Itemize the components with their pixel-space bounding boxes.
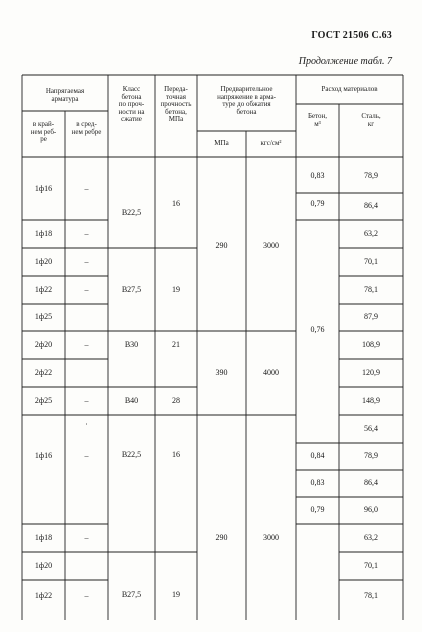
row-edge-rebar: 1ф22 [34,591,53,600]
row-middle-rebar: – [84,396,89,405]
concrete-volume-cell: 0,83 [310,478,325,487]
row-edge-rebar: 1ф18 [34,533,53,542]
steel-cell: 108,9 [362,340,380,349]
row-middle-rebar: – [84,285,89,294]
row-middle-rebar: – [84,533,89,542]
transfer-strength-cell: 28 [172,396,180,405]
concrete-class-cell: В27,5 [121,285,142,294]
prestress-mpa-cell: 290 [215,241,228,250]
concrete-class-cell: В22,5 [121,208,142,217]
transfer-strength-cell: 21 [172,340,180,349]
transfer-strength-cell: 19 [172,590,180,599]
header-prestress: Предварительное напряжение в арма- туре до обжатия бетона [217,85,276,116]
steel-cell: 120,9 [362,368,380,377]
row-edge-rebar: 1ф20 [34,561,53,570]
page-header: ГОСТ 21506 С.63 [311,30,392,41]
row-edge-rebar: 1ф20 [34,257,53,266]
concrete-volume-cell: 0,83 [310,171,325,180]
concrete-class-cell: В22,5 [121,450,142,459]
header-transfer-strength: Переда- точная прочность бетона, МПа [160,85,192,124]
prestress-kgf-cell: 3000 [263,241,279,250]
steel-cell: 96,0 [364,505,378,514]
steel-cell: 78,9 [364,171,378,180]
concrete-volume-cell: 0,79 [310,505,325,514]
prestress-mpa-cell: 390 [215,368,228,377]
row-edge-rebar: 1ф18 [34,229,53,238]
row-edge-rebar: 1ф16 [34,451,53,460]
header-kgf: кгс/см² [260,139,282,147]
steel-cell: 63,2 [364,229,378,238]
row-middle-rebar: – [84,229,89,238]
steel-cell: 87,9 [364,312,378,321]
row-middle-rebar: – [84,451,89,460]
header-materials: Расход материалов [321,85,378,93]
row-middle-rebar: – [84,340,89,349]
header-edge-rib: в край- нем реб- ре [30,120,57,144]
row-edge-rebar: 2ф20 [34,340,53,349]
steel-cell: 86,4 [364,201,378,210]
header-middle-rib: в сред- нем ребре [71,120,102,136]
steel-cell: 70,1 [364,257,378,266]
transfer-strength-cell: 16 [172,199,180,208]
steel-cell: 78,9 [364,451,378,460]
header-steel: Сталь, кг [361,112,381,128]
header-mpa: МПа [214,139,229,147]
steel-cell: 63,2 [364,533,378,542]
prestress-kgf-cell: 3000 [263,533,279,542]
row-edge-rebar: 1ф22 [34,285,53,294]
transfer-strength-cell: 19 [172,285,180,294]
steel-cell: 86,4 [364,478,378,487]
concrete-volume-cell: 0,79 [310,199,325,208]
concrete-class-cell: В27,5 [121,590,142,599]
header-rebar: Напрягаемая арматура [45,87,85,103]
row-middle-rebar: – [84,591,89,600]
header-concrete: Бетон, м³ [307,112,328,128]
steel-cell: 70,1 [364,561,378,570]
row-middle-rebar: · [85,420,88,429]
prestress-mpa-cell: 290 [215,533,228,542]
row-edge-rebar: 1ф25 [34,312,53,321]
row-middle-rebar: – [84,184,89,193]
steel-cell: 78,1 [364,591,378,600]
concrete-class-cell: В40 [124,396,139,405]
prestress-kgf-cell: 4000 [263,368,279,377]
concrete-class-cell: В30 [124,340,139,349]
row-middle-rebar: – [84,257,89,266]
concrete-volume-cell: 0,76 [310,325,325,334]
steel-cell: 56,4 [364,424,378,433]
row-edge-rebar: 2ф22 [34,368,53,377]
row-edge-rebar: 2ф25 [34,396,53,405]
header-concrete-class: Класс бетона по проч- ности на сжатие [118,85,145,124]
steel-cell: 148,9 [362,396,380,405]
concrete-volume-cell: 0,84 [310,451,325,460]
row-edge-rebar: 1ф16 [34,184,53,193]
steel-cell: 78,1 [364,285,378,294]
table-continuation-caption: Продолжение табл. 7 [298,56,392,67]
transfer-strength-cell: 16 [172,450,180,459]
